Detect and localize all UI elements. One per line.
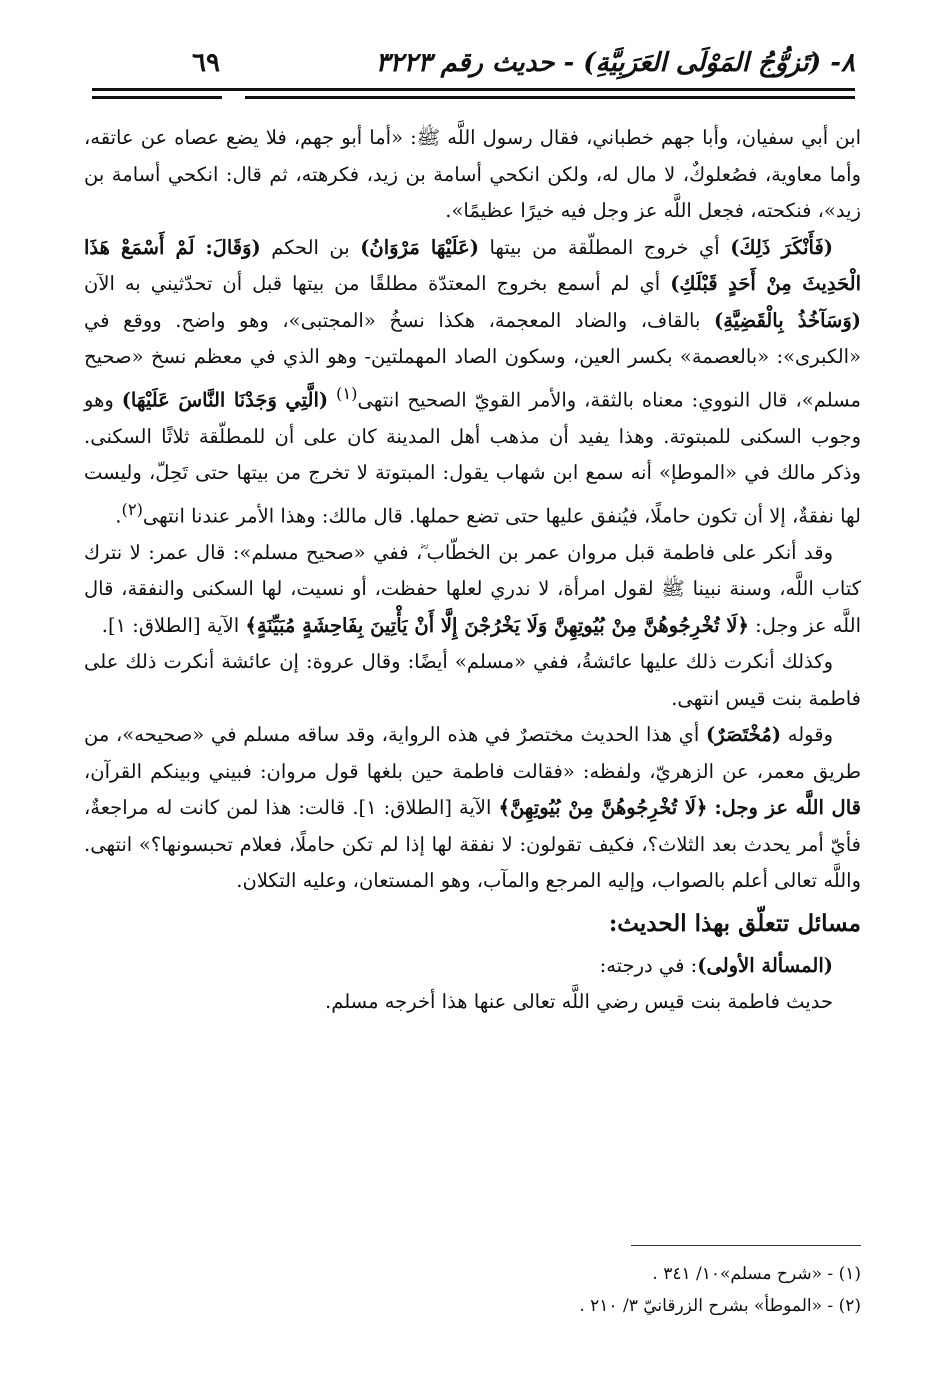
header-rule bbox=[92, 88, 855, 91]
paragraph-6 bbox=[84, 948, 861, 985]
quran-verse: ﴿لَا تُخْرِجُوهُنَّ مِنْ بُيُوتِهِنَّ وَلَا يَخْرُجْنَ إِلَّا أَنْ يَأْتِينَ بِفَاحِشَةٍ مُبَيِّنَةٍ﴾ bbox=[245, 613, 749, 637]
footnote-separator bbox=[631, 1245, 861, 1246]
paragraph-1: ابن أبي سفيان، وأبا جهم خطباني، فقال رسول اللَّه ﷺ: «أما أبو جهم، فلا يضع عصاه عن عاتقه، وأما معاوية، فصُعلوكٌ، لا مال له، ولكن انكحي أسامة بن زيد، فكرهته، ثم قال: انكحي أسامة بن زيد»، فنكحته، فجعل اللَّه عز وجل فيه خيرًا عظيمًا». bbox=[84, 126, 861, 222]
paragraph-5 bbox=[84, 717, 861, 900]
footnote-ref-2[interactable]: (٢) bbox=[121, 499, 143, 519]
issue-label: (المسألة الأولى) bbox=[697, 953, 833, 977]
header-rule-long bbox=[245, 96, 855, 99]
commentary: وقوله bbox=[781, 723, 833, 746]
paragraph-2 bbox=[84, 230, 861, 535]
matn-quote: (وَسَآخُذُ بِالْقَضِيَّةِ) bbox=[713, 308, 862, 332]
page-number: ٦٩ bbox=[192, 48, 220, 78]
commentary: بالقاف، والضاد المعجمة، هكذا نسخُ «المجتبى»، وهو واضح. ووقع في «الكبرى»: «بالعصمة» بكسر العين، وسكون الصاد المهملتين- وهو الذي في معظم نسخ «صحيح مسلم»، قال النووي: معناه بالثقة، والأمر القويّ الصحيح انتهى bbox=[84, 308, 861, 411]
commentary: وقد أنكر على فاطمة قبل مروان عمر بن الخطّاب ؓ، ففي «صحيح مسلم»: قال عمر: لا نترك كتاب اللَّه، وسنة نبينا ﷺ لقول امرأة، لا ندري لعلها حفظت، أو نسيت، لها السكنى والنفقة، قال اللَّه عز وجل: bbox=[84, 540, 861, 637]
commentary: أي لم أسمع بخروج المعتدّة مطلقًا من بيتها قبل أن تحدّثيني به الآن bbox=[84, 272, 671, 295]
commentary: بن الحكم bbox=[260, 235, 361, 259]
commentary: الآية [الطلاق: ١]. bbox=[101, 613, 246, 637]
commentary: . bbox=[115, 504, 122, 527]
matn-quote: (الَّتِي وَجَدْنَا النَّاسَ عَلَيْهَا) bbox=[121, 388, 329, 411]
footnotes bbox=[84, 1258, 861, 1322]
matn-quote: (مُخْتَصَرٌ) bbox=[706, 723, 782, 746]
footnote-1: (١) - «شرح مسلم»١٠/ ٣٤١ . bbox=[652, 1264, 861, 1284]
footnote-ref-1[interactable]: (١) bbox=[336, 383, 358, 403]
main-text bbox=[84, 120, 861, 1021]
matn-quote: (وَقَالَ: لَمْ أَسْمَعْ هَذَا الْحَدِيثَ مِنْ أَحَدٍ قَبْلَكِ) bbox=[84, 235, 861, 295]
paragraph-7: حديث فاطمة بنت قيس رضي اللَّه تعالى عنها هذا أخرجه مسلم. bbox=[325, 990, 833, 1013]
running-title: ٨- (تَزوُّجُ المَوْلَى العَرَبِيَّةِ) - حديث رقم ٣٢٢٣ bbox=[375, 48, 855, 78]
matn-quote: (عَلَيْهَا مَرْوَانُ) bbox=[360, 235, 479, 259]
commentary: وهو وجوب السكنى للمبتوتة. وهذا يفيد أن مذهب أهل المدينة كان على أن للمطلّقة ثلاثًا السكنى. وذكر مالك في «الموطإ» أنه سمع ابن شهاب يقول: المبتوتة لا تخرج من بيتها حتى تَحِلّ، وليست لها نفقةٌ، إلا أن تكون حاملًا، فيُنفق عليها حتى تضع حملها. قال مالك: وهذا الأمر عندنا انتهى bbox=[84, 388, 861, 527]
paragraph-3 bbox=[84, 535, 861, 645]
commentary bbox=[328, 388, 336, 411]
commentary: الآية [الطلاق: ١]. قالت: هذا لمن كانت له مراجعةٌ، فأيّ أمر يحدث بعد الثلاث؟، فكيف تقولون: لا نفقة لها إذا لم تكن حاملًا، فعلام تحبسونها؟» انتهى. واللَّه تعالى أعلم بالصواب، وإليه المرجع والمآب، وهو المستعان، وعليه التكلان. bbox=[84, 796, 861, 892]
matn-quote: (فَأَنْكَرَ ذَلِكَ) bbox=[730, 235, 834, 259]
section-heading: مسائل تتعلّق بهذا الحديث: bbox=[608, 909, 861, 937]
header-rule-short bbox=[92, 96, 222, 99]
commentary: أي خروج المطلّقة من بيتها bbox=[478, 235, 731, 259]
paragraph-4: وكذلك أنكرت ذلك عليها عائشةُ، ففي «مسلم» أيضًا: وقال عروة: إن عائشة أنكرت ذلك على فاطمة بنت قيس انتهى. bbox=[84, 650, 861, 710]
commentary: : في درجته: bbox=[599, 953, 698, 977]
footnote-2: (٢) - «الموطأ» بشرح الزرقانيّ ٣/ ٢١٠ . bbox=[579, 1296, 861, 1316]
page-header bbox=[92, 48, 855, 88]
emphasis: قال اللَّه عز وجل: bbox=[714, 796, 861, 819]
quran-verse: ﴿لَا تُخْرِجُوهُنَّ مِنْ بُيُوتِهِنَّ﴾ bbox=[498, 796, 708, 819]
commentary: أي هذا الحديث مختصرٌ في هذه الرواية، وقد ساقه مسلم في «صحيحه»، من طريق معمر، عن الزهريّ، ولفظه: «فقالت فاطمة حين بلغها قول مروان: فبيني وبينكم القرآن، bbox=[84, 723, 861, 783]
